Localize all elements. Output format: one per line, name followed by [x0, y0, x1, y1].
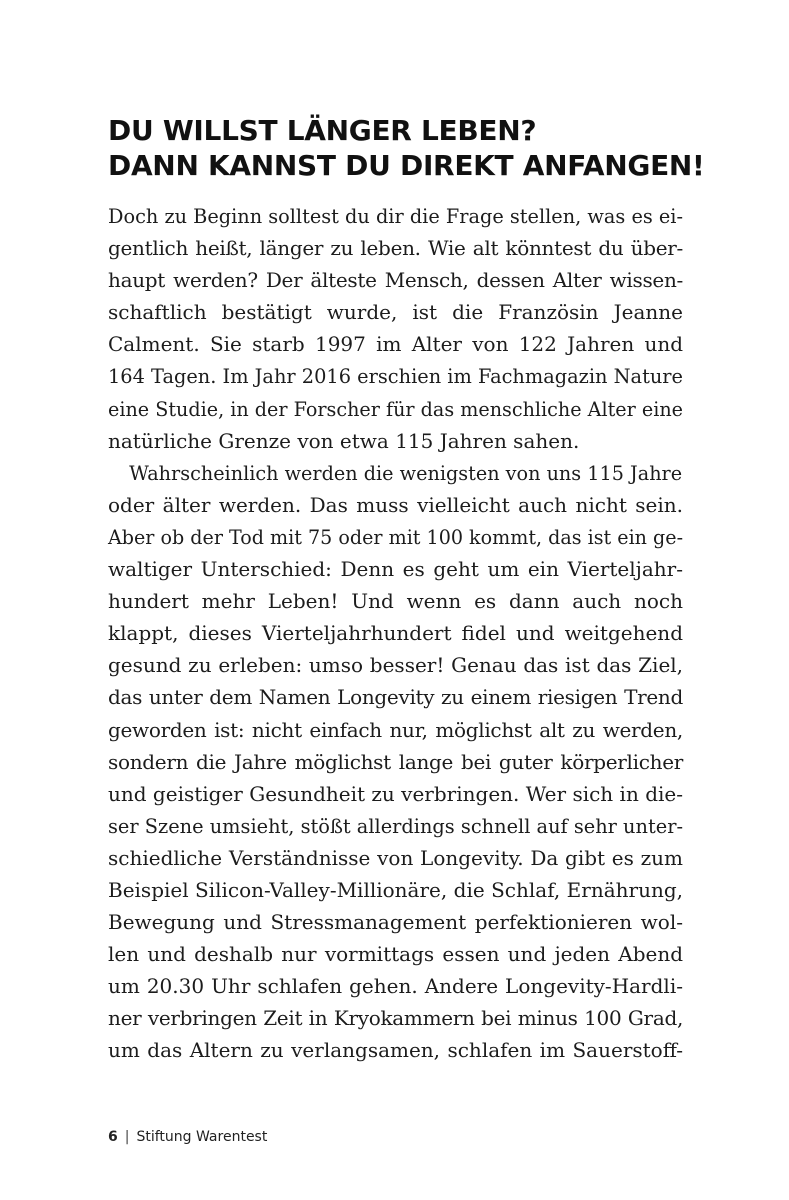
text-line: hundert mehr Leben! Und wenn es dann auch noch — [108, 589, 683, 614]
text-line: Calment. Sie starb 1997 im Alter von 122 Jahren und — [108, 332, 684, 357]
text-line: klappt, dieses Vierteljahrhundert fidel und weitgehend — [108, 621, 683, 646]
text-line: um 20.30 Uhr schlafen gehen. Andere Longevity-Hardli- — [108, 974, 683, 999]
chapter-heading — [108, 113, 708, 183]
text-line: eine Studie, in der Forscher für das menschliche Alter eine — [108, 396, 683, 421]
text-line: das unter dem Namen Longevity zu einem riesigen Trend — [108, 685, 683, 710]
text-line: schiedliche Verständnisse von Longevity. Da gibt es zum — [108, 845, 684, 870]
text-line: Aber ob der Tod mit 75 oder mit 100 kommt, das ist ein ge- — [108, 524, 684, 549]
footer-separator: | — [124, 1129, 130, 1145]
text-line: waltiger Unterschied: Denn es geht um ein Vierteljahr- — [108, 557, 683, 582]
text-line: ner verbringen Zeit in Kryokammern bei minus 100 Grad, — [108, 1006, 683, 1031]
text-line: 164 Tagen. Im Jahr 2016 erschien im Fachmagazin Nature — [108, 364, 684, 389]
body-text — [108, 200, 683, 1067]
page-footer — [108, 1128, 267, 1146]
text-line: sondern die Jahre möglichst lange bei guter körperlicher — [108, 749, 683, 774]
text-line: um das Altern zu verlangsamen, schlafen im Sauerstoff- — [108, 1038, 683, 1063]
heading-line-1: DU WILLST LÄNGER LEBEN? — [108, 114, 537, 147]
text-line: ser Szene umsieht, stößt allerdings schnell auf sehr unter- — [108, 813, 683, 838]
text-line: oder älter werden. Das muss vielleicht auch nicht sein. — [108, 492, 684, 517]
heading-line-2: DANN KANNST DU DIREKT ANFANGEN! — [108, 149, 705, 182]
publisher-name: Stiftung Warentest — [136, 1129, 268, 1145]
text-line: Doch zu Beginn solltest du dir die Frage stellen, was es ei- — [108, 204, 683, 228]
text-line: haupt werden? Der älteste Mensch, dessen Alter wissen- — [108, 268, 683, 293]
text-line: gesund zu erleben: umso besser! Genau das ist das Ziel, — [108, 653, 684, 678]
text-line: gentlich heißt, länger zu leben. Wie alt könntest du über- — [108, 236, 683, 261]
text-line: Bewegung und Stressmanagement perfektionieren wol- — [108, 910, 683, 935]
text-line: len und deshalb nur vormittags essen und jeden Abend — [108, 942, 684, 967]
text-line: schaftlich bestätigt wurde, ist die Französin Jeanne — [108, 300, 683, 325]
text-line: Wahrscheinlich werden die wenigsten von uns 115 Jahre — [129, 460, 683, 485]
text-line: natürliche Grenze von etwa 115 Jahren sahen. — [108, 428, 580, 453]
text-line: Beispiel Silicon-Valley-Millionäre, die Schlaf, Ernährung, — [108, 877, 684, 902]
text-line: geworden ist: nicht einfach nur, möglichst alt zu werden, — [108, 717, 683, 742]
text-line: und geistiger Gesundheit zu verbringen. Wer sich in die- — [108, 781, 683, 806]
page-number: 6 — [108, 1129, 118, 1145]
